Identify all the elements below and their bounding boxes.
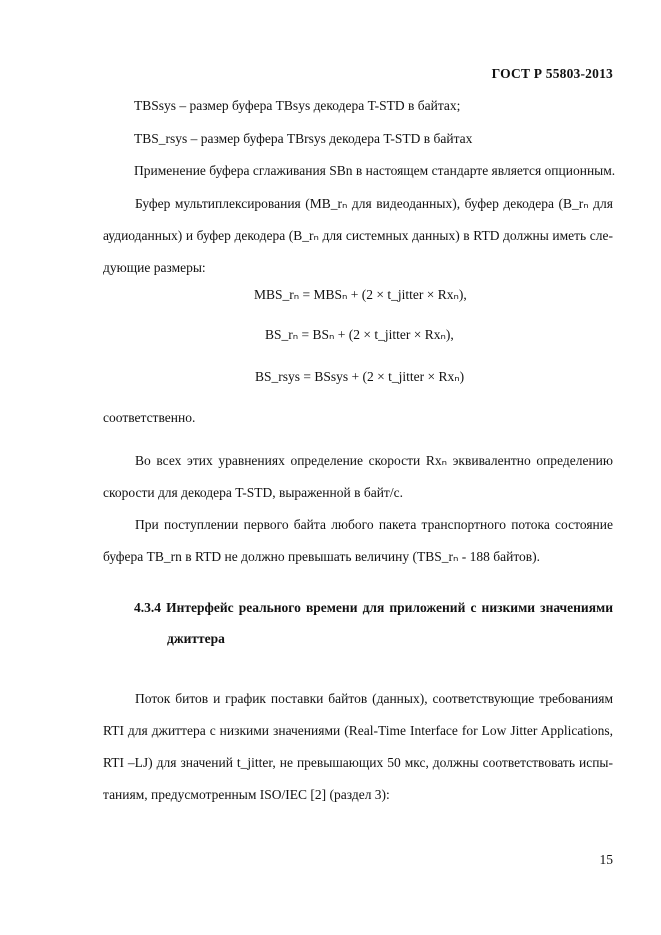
rti-line-3: RTI –LJ) для значений t_jitter, не превышающих 50 мкс, должны соответствовать испы- [103,755,613,770]
page-number: 15 [599,852,613,867]
rti-paragraph [103,683,613,811]
rti-line-2: RTI для джиттера с низкими значениями (Real-Time Interface for Low Jitter Applications, [103,723,613,738]
buffers-line-2: аудиоданных) и буфер декодера (B_rₙ для системных данных) в RTD должны иметь сле- [103,228,613,243]
standard-header: ГОСТ Р 55803-2013 [491,66,613,81]
section-title-line-2: джиттера [167,631,225,646]
equation-bs: BS_rₙ = BSₙ + (2 × t_jitter × Rxₙ), [265,327,454,342]
definition-tbs-rsys: TBS_rsys – размер буфера TBrsys декодера T-STD в байтах [134,131,473,146]
arrival-line-1: При поступлении первого байта любого пакета транспортного потока состояние [135,517,613,532]
arrival-line-2: буфера TB_rn в RTD не должно превышать величину (TBS_rₙ - 188 байтов). [103,549,541,564]
section-heading [103,592,613,654]
buffers-paragraph [103,188,613,284]
buffers-line-3: дующие размеры: [103,260,206,275]
equation-mbs: MBS_rₙ = MBSₙ + (2 × t_jitter × Rxₙ), [254,287,467,302]
arrival-paragraph [103,509,613,573]
rate-line-2: скорости для декодера T-STD, выраженной в байт/с. [103,485,403,500]
rti-line-4: таниям, предусмотренным ISO/IEC [2] (раздел 3): [103,787,390,802]
section-number: 4.3.4 [134,600,161,615]
buffers-line-1: Буфер мультиплексирования (MB_rₙ для видеоданных), буфер декодера (B_rₙ для [135,196,613,211]
smoothing-buffer-note: Применение буфера сглаживания SBn в настоящем стандарте является опционным. [134,163,616,178]
rate-paragraph [103,445,613,509]
rate-line-1: Во всех этих уравнениях определение скорости Rxₙ эквивалентно определению [135,453,613,468]
equation-bs-rsys: BS_rsys = BSsys + (2 × t_jitter × Rxₙ) [255,369,465,384]
section-title-line-1: Интерфейс реального времени для приложений с низкими значениями [166,600,613,615]
rti-line-1: Поток битов и график поставки байтов (данных), соответствующие требованиям [135,691,613,706]
respectively-text: соответственно. [103,410,196,425]
definition-tbssys: TBSsys – размер буфера TBsys декодера T-STD в байтах; [134,98,461,113]
